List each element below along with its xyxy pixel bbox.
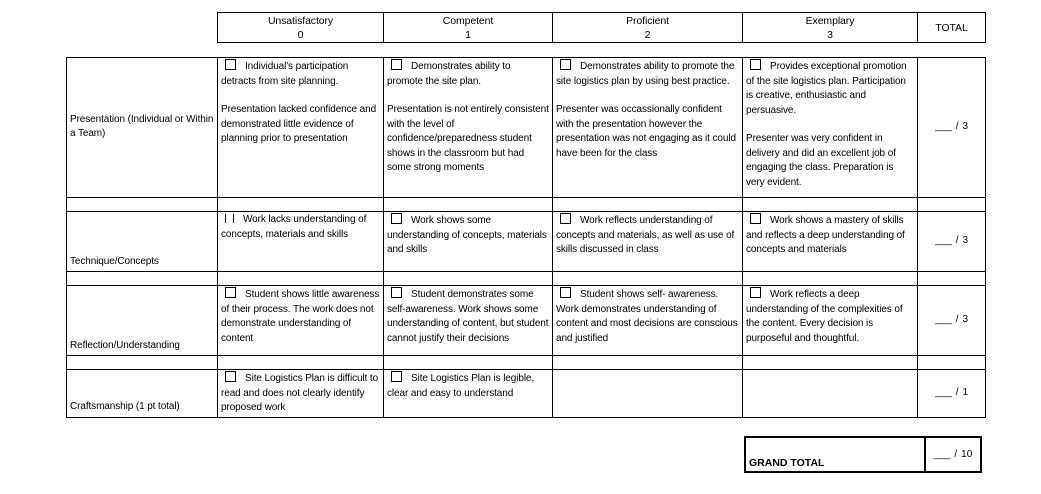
total-craftsmanship: [918, 370, 986, 418]
cell-presentation-unsatisfactory: [218, 58, 384, 198]
total-reflection: [918, 286, 986, 356]
rubric-header-row: [217, 12, 986, 43]
cell-reflection-unsatisfactory: [218, 286, 384, 356]
checkbox-icon[interactable]: [391, 213, 402, 224]
header-label: Proficient: [626, 14, 669, 27]
slash: /: [954, 449, 958, 460]
header-label: Competent: [442, 14, 494, 27]
score-blank-field[interactable]: ___: [935, 314, 952, 326]
cell-text: Work lacks understanding of concepts, materials and skills: [221, 214, 367, 240]
max-points: 3: [962, 314, 968, 326]
checkbox-icon[interactable]: [391, 371, 402, 382]
cell-technique-proficient: [553, 212, 743, 272]
cell-presentation-exemplary: [743, 58, 918, 198]
criterion-label: Presentation (Individual or Within a Team): [70, 113, 214, 139]
total-presentation: [918, 58, 986, 198]
max-points: 10: [961, 449, 973, 460]
max-points: 3: [962, 121, 968, 133]
checkbox-icon[interactable]: [560, 287, 571, 298]
cell-craftsmanship-exemplary: [743, 370, 918, 418]
header-label: TOTAL: [935, 21, 968, 34]
checkbox-icon[interactable]: [750, 213, 761, 224]
header-points: 2: [644, 28, 651, 41]
checkbox-icon[interactable]: [225, 371, 236, 382]
grand-total-box: [744, 436, 982, 473]
slash: /: [955, 235, 959, 247]
criterion-label: Technique/Concepts: [70, 255, 159, 267]
cell-text: Presentation lacked confidence and demonstrated little evidence of planning prior to presentation: [221, 104, 377, 144]
cell-text: Work reflects a deep understanding of the complexities of the content. Every decision is purposeful and thoughtful.: [746, 289, 903, 344]
rubric-table: [66, 57, 986, 418]
cell-reflection-competent: [384, 286, 553, 356]
criterion-presentation: [67, 58, 218, 198]
cell-text: Individual's participation detracts from site planning.: [221, 61, 349, 87]
cell-craftsmanship-unsatisfactory: [218, 370, 384, 418]
checkbox-icon[interactable]: [225, 287, 236, 298]
table-row: [67, 286, 986, 356]
header-label: Exemplary: [805, 14, 855, 27]
checkbox-icon[interactable]: [750, 287, 761, 298]
grand-total-label: GRAND TOTAL: [746, 438, 926, 471]
checkbox-icon[interactable]: [391, 59, 402, 70]
cell-text: Presentation is not entirely consistent with the level of confidence/preparedness student shows in the classroom but had some strong moments: [387, 104, 549, 173]
header-cell-exemplary: [743, 13, 918, 43]
checkbox-icon[interactable]: [391, 287, 402, 298]
slash: /: [955, 121, 959, 133]
criterion-technique-concepts: [67, 212, 218, 272]
cell-presentation-proficient: [553, 58, 743, 198]
cell-text: Work reflects understanding of concepts and materials, as well as use of skills discussed in class: [556, 215, 735, 255]
spacer-row: [67, 198, 986, 212]
cell-text: Work shows a mastery of skills and reflects a deep understanding of concepts and materials: [746, 215, 905, 255]
cell-text: Student shows little awareness of their process. The work does not demonstrate understanding of content: [221, 289, 380, 344]
slash: /: [955, 387, 959, 398]
checkbox-icon[interactable]: [225, 59, 236, 70]
header-cell-unsatisfactory: [218, 13, 384, 43]
score-blank-field[interactable]: ___: [933, 449, 951, 460]
checkbox-icon[interactable]: [560, 59, 571, 70]
cell-text: Student demonstrates some self-awareness. Work shows some understanding of content, but student cannot justify their decisions: [387, 289, 549, 344]
cell-text: Work shows some understanding of concepts, materials and skills: [387, 215, 547, 255]
checkbox-icon[interactable]: [750, 59, 761, 70]
max-points: 1: [962, 387, 968, 398]
table-row: [67, 212, 986, 272]
grand-total-value: [926, 438, 980, 471]
spacer-row: [67, 356, 986, 370]
score-blank-field[interactable]: ___: [935, 121, 952, 133]
header-cell-total: [918, 13, 986, 43]
cell-text: Student shows self- awareness. Work demonstrates understanding of content and most decisions are conscious and justified: [556, 289, 738, 344]
header-points: 3: [827, 28, 833, 41]
header-label: Unsatisfactory: [267, 14, 334, 27]
cell-text: Presenter was very confident in delivery and did an excellent job of engaging the class. Preparation is very evident.: [746, 133, 896, 188]
table-row: [67, 58, 986, 198]
header-cell-proficient: [553, 13, 743, 43]
total-technique: [918, 212, 986, 272]
checkbox-icon[interactable]: [560, 213, 571, 224]
cell-text: Site Logistics Plan is difficult to read and does not clearly identify proposed work: [221, 373, 379, 413]
table-row: [67, 370, 986, 418]
criterion-label: Reflection/Understanding: [70, 339, 180, 351]
header-points: 0: [297, 28, 304, 41]
header-cell-competent: [384, 13, 553, 43]
cell-technique-exemplary: [743, 212, 918, 272]
cell-text: Provides exceptional promotion of the site logistics plan. Participation is creative, enthusiastic and persuasive.: [746, 61, 907, 116]
spacer-row: [67, 272, 986, 286]
score-blank-field[interactable]: ___: [935, 387, 952, 398]
cell-technique-unsatisfactory: [218, 212, 384, 272]
criterion-label: Craftsmanship (1 pt total): [70, 401, 180, 412]
cell-craftsmanship-proficient: [553, 370, 743, 418]
cell-text: Site Logistics Plan is legible, clear and easy to understand: [387, 373, 535, 399]
cell-technique-competent: [384, 212, 553, 272]
cell-craftsmanship-competent: [384, 370, 553, 418]
score-blank-field[interactable]: ___: [935, 235, 952, 247]
max-points: 3: [962, 235, 968, 247]
cell-reflection-exemplary: [743, 286, 918, 356]
slash: /: [955, 314, 959, 326]
criterion-reflection-understanding: [67, 286, 218, 356]
criterion-craftsmanship: [67, 370, 218, 418]
cell-text: Demonstrates ability to promote the site logistics plan by using best practice.: [556, 61, 735, 87]
checkbox-icon[interactable]: [225, 214, 234, 223]
cell-reflection-proficient: [553, 286, 743, 356]
cell-text: Presenter was occassionally confident with the presentation however the presentation was not engaging as it could have been for the class: [556, 104, 736, 159]
cell-text: Demonstrates ability to promote the site plan.: [387, 61, 511, 87]
header-points: 1: [465, 28, 471, 41]
cell-presentation-competent: [384, 58, 553, 198]
